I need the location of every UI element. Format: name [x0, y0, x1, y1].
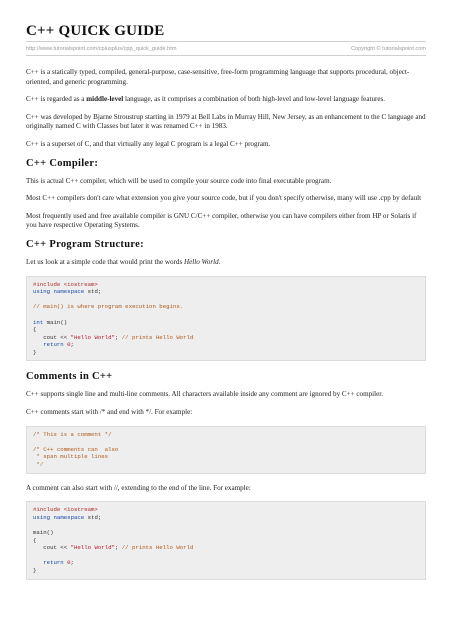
intro-paragraph-4: C++ is a superset of C, and that virtually any legal C program is a legal C++ program.: [26, 139, 271, 148]
code-token: /* C++ comments can also: [33, 445, 119, 453]
code-line: [33, 567, 419, 575]
section-heading-comments: Comments in C++: [26, 371, 113, 383]
intro-paragraph-3: C++ was developed by Bjarne Stroustrup starting in 1979 at Bell Labs in Murray Hill, New Jersey, as an enhancement to the C language and originally named C with Classes but later it was renamed C++ in 1983.: [26, 112, 426, 131]
code-token: */: [33, 461, 44, 469]
code-token: main(): [43, 318, 68, 326]
code-token: std;: [84, 288, 102, 296]
code-line: [33, 431, 419, 439]
section-heading-compiler: C++ Compiler:: [26, 157, 99, 169]
code-line-blank: [33, 552, 419, 560]
comments-paragraph-3: A comment can also start with //, extending to the end of the line. For example:: [26, 483, 251, 492]
intro-p2-text-a: C++ is regarded as a: [26, 95, 87, 104]
code-line-blank: [33, 438, 419, 446]
compiler-paragraph-2: Most C++ compilers don't care what extension you give your source code, but if you don't specify otherwise, many will use .cpp by default: [26, 194, 422, 203]
code-line: [33, 334, 419, 342]
code-token: // prints Hello World: [121, 544, 194, 552]
code-token: ;: [114, 544, 122, 552]
code-token: }: [33, 348, 37, 356]
intro-p2-text-b: language, as it comprises a combination of both high-level and low-level language features.: [123, 95, 386, 104]
code-line: [33, 319, 419, 327]
header-rule-bottom: [26, 55, 426, 56]
code-block-hello-world: [26, 276, 426, 362]
document-body: [26, 68, 426, 590]
intro-p2-bold: middle-level: [86, 95, 124, 104]
code-token: "Hello World": [70, 333, 115, 341]
code-token: std;: [84, 513, 102, 521]
structure-p1-em: Hello World: [184, 257, 219, 266]
code-token: namespace: [53, 288, 85, 296]
code-token: /* This is a comment */: [33, 430, 112, 438]
code-token: ;: [70, 341, 74, 349]
structure-paragraph-1: [26, 258, 426, 268]
code-line: [33, 341, 419, 349]
code-line: [33, 537, 419, 545]
code-line: [33, 303, 419, 311]
code-token: main(): [33, 529, 54, 536]
code-line: [33, 288, 419, 296]
code-line-blank: [33, 311, 419, 319]
intro-paragraph-1: C++ is a statically typed, compiled, general-purpose, case-sensitive, free-form programming language that supports procedural, object-oriented, and generic programming.: [26, 68, 410, 86]
code-token: ;: [70, 559, 74, 567]
structure-p1-text: Let us look at a simple code that would print the words: [26, 257, 185, 266]
intro-paragraph-2: [26, 95, 426, 105]
header-rule-top: [26, 41, 426, 42]
code-line-blank: [33, 521, 419, 529]
code-token: "Hello World": [70, 544, 115, 552]
code-token: #include <iostream>: [33, 280, 98, 288]
code-token: ;: [114, 333, 122, 341]
code-line: [33, 281, 419, 289]
code-token: namespace: [53, 513, 85, 521]
code-token: using: [33, 513, 51, 521]
code-line: [33, 514, 419, 522]
code-line: [33, 559, 419, 567]
page-title: C++ QUICK GUIDE: [26, 23, 165, 39]
compiler-paragraph-1: This is actual C++ compiler, which will be used to compile your source code into final executable program.: [26, 176, 332, 185]
code-line: [33, 326, 419, 334]
comments-paragraph-1: C++ supports single line and multi-line comments. All characters available inside any comment are ignored by C++ compiler.: [26, 390, 384, 399]
code-block-comments: [26, 426, 426, 474]
code-token: {: [33, 326, 37, 334]
code-token: int: [33, 318, 44, 326]
code-line: [33, 529, 419, 537]
code-token: {: [33, 536, 37, 544]
comments-paragraph-2: C++ comments start with /* and end with */. For example:: [26, 408, 193, 417]
code-token: return: [33, 559, 64, 567]
code-token: // main() is where program execution begins.: [33, 303, 184, 311]
compiler-paragraph-3: Most frequently used and free available compiler is GNU C/C++ compiler, otherwise you can have compilers either from HP or Solaris if you have respective Operating Systems.: [26, 211, 417, 230]
code-token: 0: [63, 341, 71, 349]
code-token: // prints Hello World: [121, 333, 194, 341]
structure-p1-end: .: [218, 257, 221, 266]
code-line: [33, 544, 419, 552]
code-token: using: [33, 288, 51, 296]
code-line: [33, 446, 419, 454]
copyright-notice: Copyright © tutorialspoint.com: [350, 46, 426, 52]
section-heading-structure: C++ Program Structure:: [26, 238, 144, 250]
code-token: cout <<: [33, 333, 71, 341]
code-token: * span multiple lines: [33, 453, 109, 461]
code-token: 0: [63, 559, 71, 567]
source-url[interactable]: http://www.tutorialspoint.com/cplusplus/cpp_quick_guide.htm: [26, 46, 177, 52]
code-token: #include <iostream>: [33, 506, 98, 514]
code-token: cout <<: [33, 544, 71, 552]
code-line: [33, 506, 419, 514]
code-block-line-comment: [26, 501, 426, 579]
code-line: [33, 349, 419, 357]
code-line: [33, 461, 419, 469]
code-line-blank: [33, 296, 419, 304]
code-token: return: [33, 341, 64, 349]
code-line: [33, 453, 419, 461]
code-token: }: [33, 566, 37, 574]
